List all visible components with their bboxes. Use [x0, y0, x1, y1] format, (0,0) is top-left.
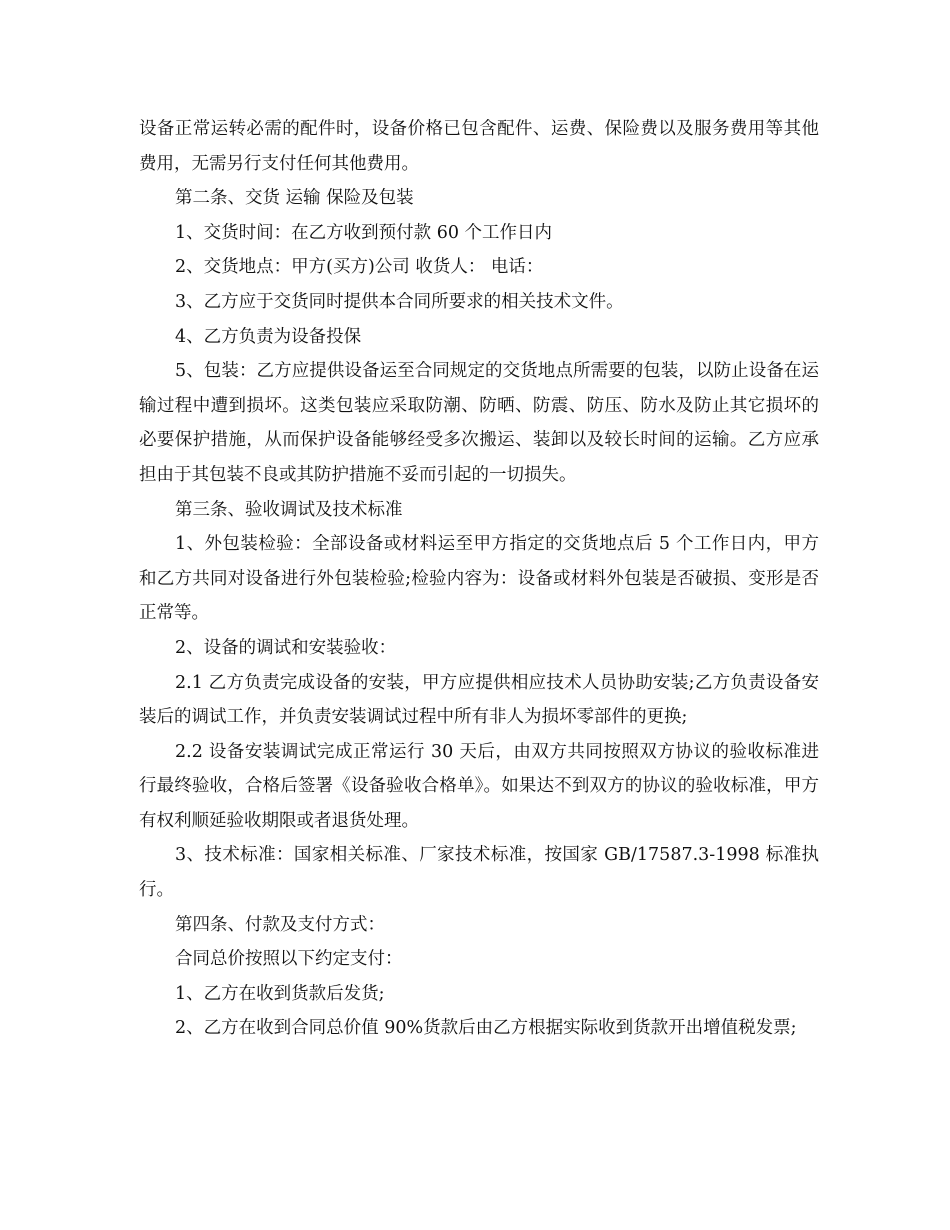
paragraph-final-acceptance-2-2: 2.2 设备安装调试完成正常运行 30 天后，由双方共同按照双方协议的验收标准进行最终验收，合格后签署《设备验收合格单》。如果达不到双方的协议的验收标准，甲方有权利顺延验收期限或者退货处理。 — [139, 741, 819, 831]
paragraph-delivery-location: 2、交货地点：甲方(买方)公司 收货人： 电话： — [175, 257, 544, 278]
paragraph-payment-shipping: 1、乙方在收到货款后发货; — [175, 983, 385, 1004]
article-2-heading: 第二条、交货 运输 保险及包装 — [175, 188, 414, 209]
paragraph-delivery-time: 1、交货时间：在乙方收到预付款 60 个工作日内 — [175, 222, 553, 243]
paragraph-payment-invoice: 2、乙方在收到合同总价值 90%货款后由乙方根据实际收到货款开出增值税发票; — [175, 1018, 797, 1039]
paragraph-commissioning-acceptance: 2、设备的调试和安装验收： — [175, 637, 397, 658]
paragraph-outer-package-inspection: 1、外包装检验：全部设备或材料运至甲方指定的交货地点后 5 个工作日内，甲方和乙方共同对设备进行外包装检验;检验内容为：设备或材料外包装是否破损、变形是否正常等。 — [139, 534, 819, 624]
article-4-heading: 第四条、付款及支付方式： — [175, 914, 385, 935]
contract-text-body — [139, 112, 819, 1046]
paragraph-installation-2-1: 2.1 乙方负责完成设备的安装，甲方应提供相应技术人员协助安装;乙方负责设备安装后的调试工作，并负责安装调试过程中所有非人为损坏零部件的更换; — [139, 672, 819, 728]
paragraph-technical-documents: 3、乙方应于交货同时提供本合同所要求的相关技术文件。 — [175, 291, 624, 312]
paragraph-insurance: 4、乙方负责为设备投保 — [175, 326, 362, 347]
article-3-heading: 第三条、验收调试及技术标准 — [175, 499, 403, 520]
paragraph-payment-intro: 合同总价按照以下约定支付： — [175, 949, 403, 970]
paragraph-price-includes-fees: 设备正常运转必需的配件时，设备价格已包含配件、运费、保险费以及服务费用等其他费用，无需另行支付任何其他费用。 — [139, 119, 819, 174]
paragraph-packaging: 5、包装：乙方应提供设备运至合同规定的交货地点所需要的包装，以防止设备在运输过程中遭到损坏。这类包装应采取防潮、防晒、防震、防压、防水及防止其它损坏的必要保护措施，从而保护设备能够经受多次搬运、装卸以及较长时间的运输。乙方应承担由于其包装不良或其防护措施不妥而引起的一切损失。 — [139, 361, 819, 485]
paragraph-technical-standard: 3、技术标准：国家相关标准、厂家技术标准，按国家 GB/17587.3-1998 标准执行。 — [139, 845, 819, 901]
